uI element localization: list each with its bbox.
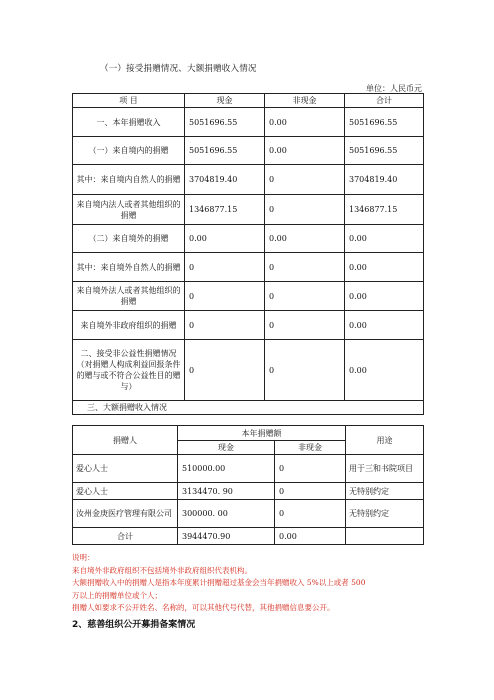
row-label: 来自境内法人或者其他组织的捐赠: [73, 195, 185, 225]
noncash-cell: 0.00: [265, 108, 345, 137]
header-cash: 现金: [185, 94, 265, 108]
cash-cell: 5051696.55: [185, 108, 265, 137]
header-purpose: 用途: [346, 426, 424, 455]
note-line: 捐赠人如要求不公开姓名、名称的，可以其他代号代替，其他捐赠信息要公开。: [72, 603, 335, 612]
donor-cell: 爱心人士: [73, 483, 178, 500]
section-title: （一）接受捐赠情况、大额捐赠收入情况: [100, 64, 257, 74]
total-cash: 3944470.90: [178, 528, 275, 545]
total-cell: 3704819.40: [345, 165, 424, 195]
table-row: [73, 311, 424, 340]
noncash-cell: 0.00: [265, 137, 345, 165]
header-donor: 捐赠人: [73, 426, 178, 455]
row-label: 二、接受非公益性捐赠情况（对捐赠人构成利益回报条件的赠与或不符合公益性目的赠与）: [73, 340, 185, 401]
table-row: [73, 253, 424, 282]
section2-heading: 2、慈善组织公开募捐备案情况: [72, 620, 196, 630]
notes-block: [72, 552, 432, 615]
table-row: [73, 282, 424, 311]
header-amount: 本年捐赠额: [178, 426, 346, 441]
noncash-cell: 0: [265, 253, 345, 282]
noncash-cell: 0: [275, 455, 346, 483]
total-row: [73, 528, 424, 545]
note-line: 来自境外非政府组织不包括境外非政府组织代表机构。: [72, 565, 252, 575]
row-label: 来自境外非政府组织的捐赠: [73, 311, 185, 340]
section3-label: 三、大额捐赠收入情况: [73, 401, 424, 415]
cash-cell: 0: [185, 282, 265, 311]
noncash-cell: 0.00: [265, 225, 345, 253]
header-noncash: 非现金: [275, 441, 346, 455]
unit-label: 单位：人民币元: [366, 84, 422, 93]
total-cell: 0.00: [345, 225, 424, 253]
cash-cell: 1346877.15: [185, 195, 265, 225]
noncash-cell: 0: [265, 311, 345, 340]
table-row: [73, 455, 424, 483]
total-cell: 1346877.15: [345, 195, 424, 225]
section3-row: [73, 401, 424, 415]
table-row: [73, 483, 424, 500]
cash-cell: 0: [185, 253, 265, 282]
total-label: 合计: [73, 528, 178, 545]
note-line: 万以上的捐赠单位或个人；: [72, 590, 162, 600]
purpose-cell: 无特别约定: [346, 483, 424, 500]
donor-cell: 爱心人士: [73, 455, 178, 483]
table-header-row: [73, 426, 424, 441]
total-cell: 0.00: [345, 340, 424, 401]
row-label: （二）来自境外的捐赠: [73, 225, 185, 253]
cash-cell: 0: [185, 311, 265, 340]
row-label: 来自境外法人或者其他组织的捐赠: [73, 282, 185, 311]
noncash-cell: 0: [265, 195, 345, 225]
table-row: [73, 225, 424, 253]
header-total: 合计: [345, 94, 424, 108]
total-cell: 0.00: [345, 253, 424, 282]
noncash-cell: 0: [265, 340, 345, 401]
cash-cell: 3704819.40: [185, 165, 265, 195]
purpose-cell: 无特别约定: [346, 500, 424, 528]
header-noncash: 非现金: [265, 94, 345, 108]
row-label: 一、本年捐赠收入: [73, 108, 185, 137]
noncash-cell: 0: [265, 282, 345, 311]
cash-cell: 3134470. 90: [178, 483, 275, 500]
table-header-row: [73, 94, 424, 108]
table-row: [73, 195, 424, 225]
total-cell: 0.00: [345, 282, 424, 311]
cash-cell: 300000. 00: [178, 500, 275, 528]
total-cell: 5051696.55: [345, 108, 424, 137]
cash-cell: 5051696.55: [185, 137, 265, 165]
header-item: 项 目: [73, 94, 185, 108]
total-purpose-empty: [346, 528, 424, 545]
total-noncash: 0.00: [275, 528, 346, 545]
donation-income-table: [72, 93, 424, 415]
cash-cell: 0.00: [185, 225, 265, 253]
noncash-cell: 0: [265, 165, 345, 195]
total-cell: 0.00: [345, 311, 424, 340]
row-label: 其中：来自境内自然人的捐赠: [73, 165, 185, 195]
note-line: 大额捐赠收入中的捐赠人是指本年度累计捐赠超过基金会当年捐赠收入 5%以上或者 500: [72, 578, 366, 587]
donor-cell: 汝州金庚医疗管理有限公司: [73, 500, 178, 528]
noncash-cell: 0: [275, 500, 346, 528]
table-row: [73, 108, 424, 137]
table-row: [73, 137, 424, 165]
cash-cell: 0: [185, 340, 265, 401]
cash-cell: 510000.00: [178, 455, 275, 483]
table-row: [73, 165, 424, 195]
large-donations-table: [72, 425, 424, 545]
row-label: （一）来自境内的捐赠: [73, 137, 185, 165]
total-cell: 5051696.55: [345, 137, 424, 165]
table-row: [73, 500, 424, 528]
noncash-cell: 0: [275, 483, 346, 500]
note-line: 说明：: [72, 553, 95, 562]
header-cash: 现金: [178, 441, 275, 455]
table-row: [73, 340, 424, 401]
row-label: 其中：来自境外自然人的捐赠: [73, 253, 185, 282]
purpose-cell: 用于三和书院项目: [346, 455, 424, 483]
